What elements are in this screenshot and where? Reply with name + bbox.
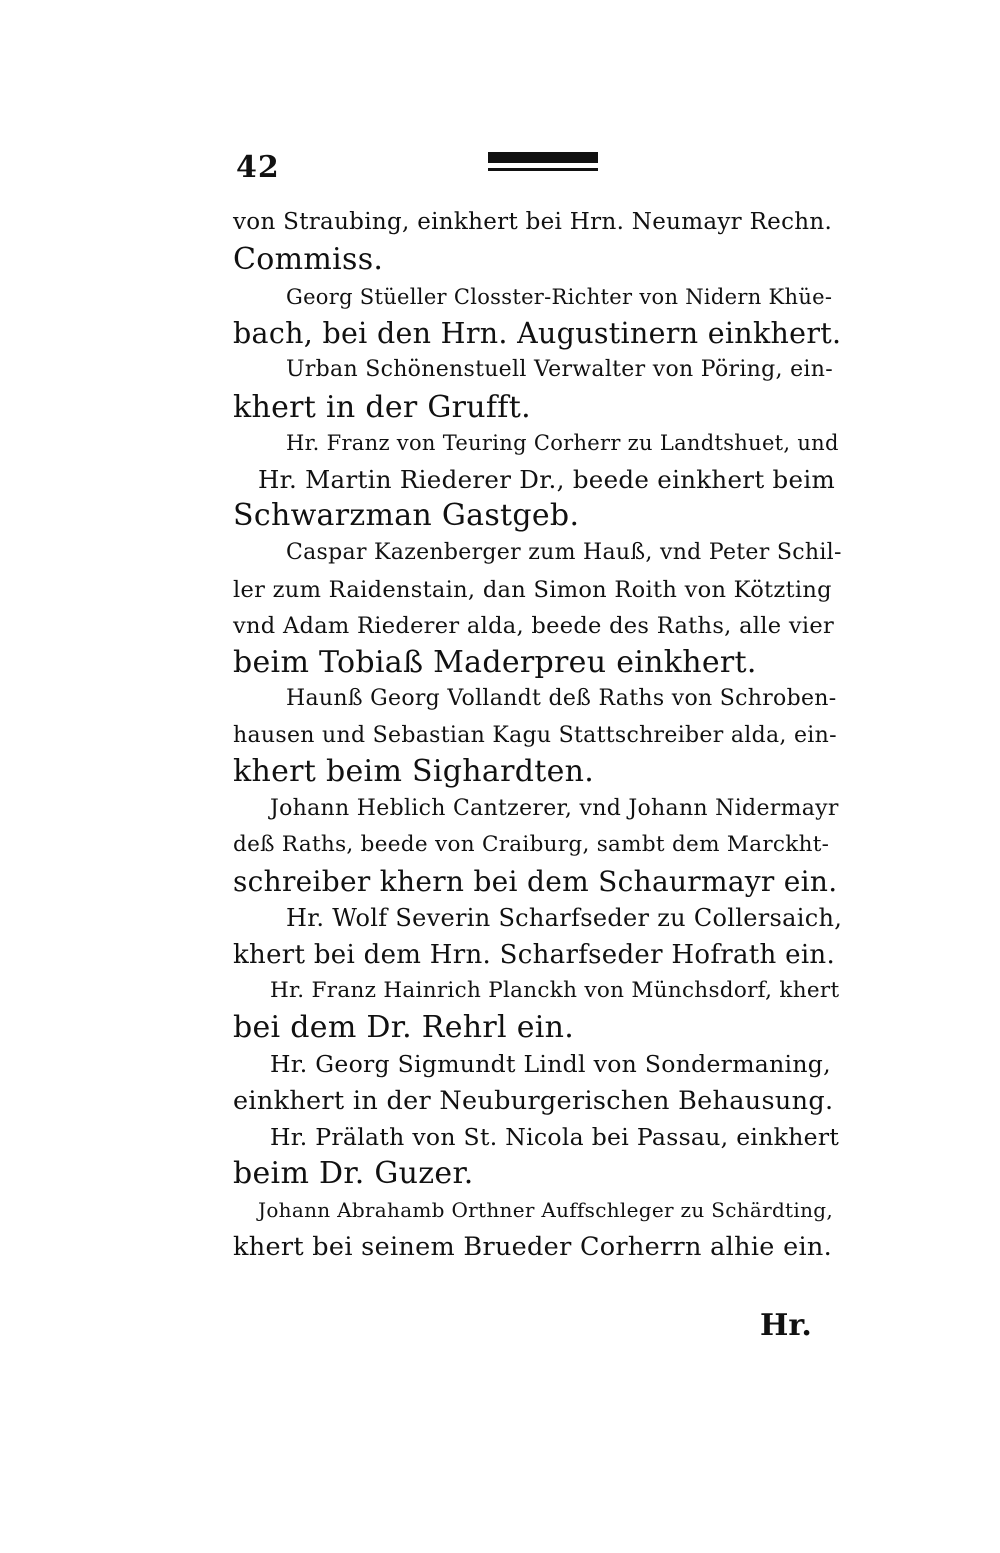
text-line-5: Urban Schönenstuell Verwalter von Pöring, ein- (286, 357, 833, 382)
text-line-22: Hr. Franz Hainrich Planckh von Münchsdorf, khert (270, 978, 840, 1003)
header-rule-thick (488, 152, 598, 163)
text-line-13: beim Tobiaß Maderpreu einkhert. (233, 645, 757, 680)
header-rule (488, 152, 598, 171)
text-line-29: khert bei seinem Brueder Corherrn alhie ein. (233, 1232, 833, 1262)
text-line-21: khert bei dem Hrn. Scharfseder Hofrath ein. (233, 940, 836, 970)
text-line-11: ler zum Raidenstain, dan Simon Roith von Kötzting (233, 577, 832, 603)
catchword: Hr. (760, 1308, 812, 1343)
text-line-28: Johann Abrahamb Orthner Auffschleger zu Schärdting, (258, 1198, 834, 1222)
text-line-9: Schwarzman Gastgeb. (233, 498, 580, 533)
text-line-10: Caspar Kazenberger zum Hauß, vnd Peter Schil- (286, 540, 842, 565)
text-line-6: khert in der Grufft. (233, 390, 531, 425)
text-line-1: von Straubing, einkhert bei Hrn. Neumayr Rechn. (233, 209, 833, 235)
text-line-7: Hr. Franz von Teuring Corherr zu Landtshuet, und (286, 431, 839, 455)
header-rule-thin (488, 168, 598, 171)
text-line-16: khert beim Sighardten. (233, 754, 595, 789)
text-line-2: Commiss. (233, 242, 384, 277)
text-line-12: vnd Adam Riederer alda, beede des Raths, alle vier (233, 613, 835, 639)
text-line-19: schreiber khern bei dem Schaurmayr ein. (233, 865, 838, 898)
text-line-24: Hr. Georg Sigmundt Lindl von Sondermaning, (270, 1050, 831, 1078)
text-line-4: bach, bei den Hrn. Augustinern einkhert. (233, 317, 842, 350)
text-line-20: Hr. Wolf Severin Scharfseder zu Collersaich, (286, 904, 843, 932)
text-line-15: hausen und Sebastian Kagu Stattschreiber alda, ein- (233, 723, 837, 748)
text-line-18: deß Raths, beede von Craiburg, sambt dem Marckht- (233, 832, 830, 857)
text-line-14: Haunß Georg Vollandt deß Raths von Schroben- (286, 686, 837, 711)
text-line-25: einkhert in der Neuburgerischen Behausung. (233, 1086, 834, 1116)
text-line-26: Hr. Prälath von St. Nicola bei Passau, einkhert (270, 1123, 840, 1151)
text-line-3: Georg Stüeller Closster-Richter von Nidern Khüe- (286, 285, 833, 309)
text-line-17: Johann Heblich Cantzerer, vnd Johann Nidermayr (270, 796, 839, 821)
text-line-27: beim Dr. Guzer. (233, 1156, 474, 1191)
page-number: 42 (236, 150, 280, 185)
text-line-23: bei dem Dr. Rehrl ein. (233, 1010, 575, 1045)
text-line-8: Hr. Martin Riederer Dr., beede einkhert beim (258, 465, 835, 494)
